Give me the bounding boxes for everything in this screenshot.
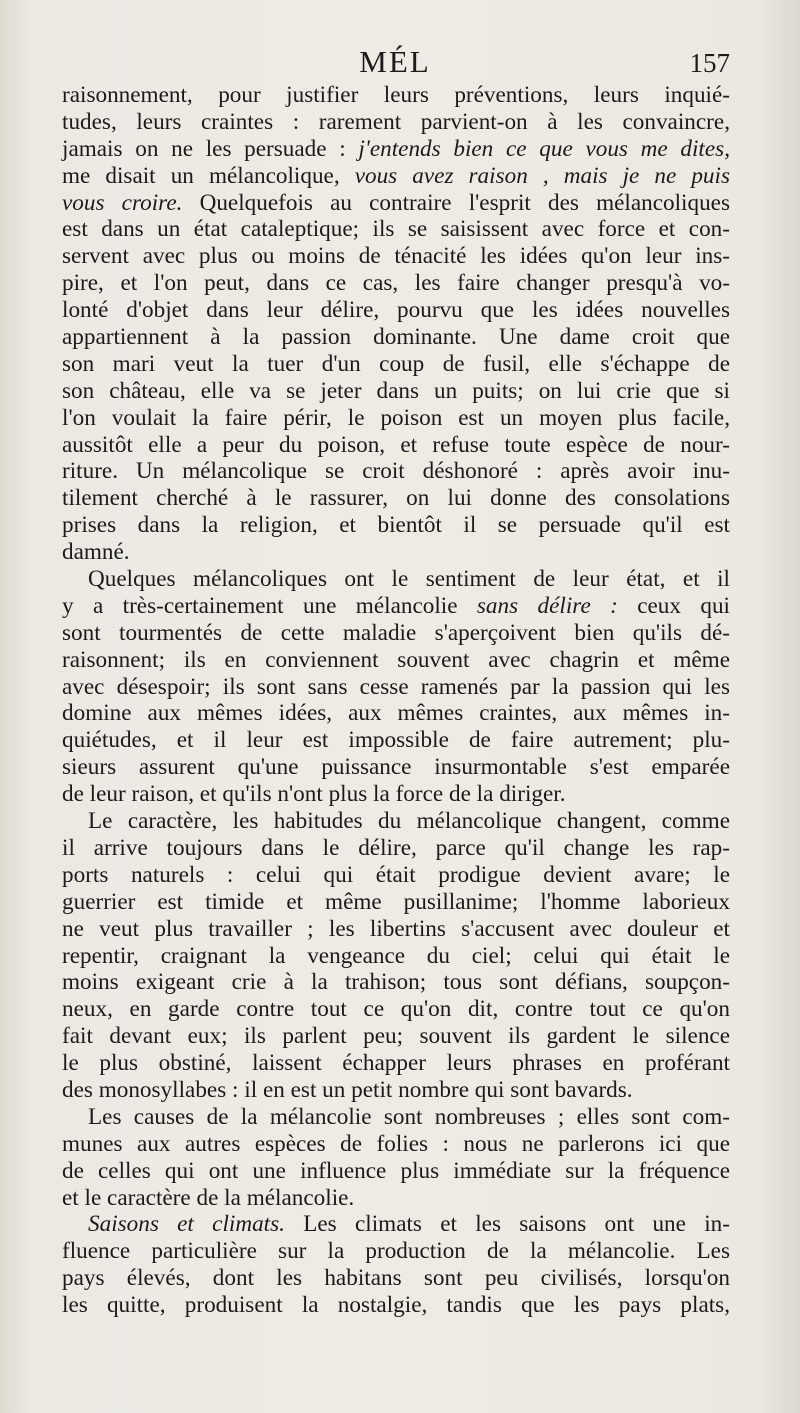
line-text: damné. xyxy=(62,539,130,566)
line-text: Quelques mélancoliques ont le sentiment de leur état, et il xyxy=(88,566,730,593)
text-line xyxy=(62,512,730,539)
line-text: fluence particulière sur la production de la mélancolie. Les xyxy=(62,1238,730,1265)
text-line xyxy=(62,700,730,727)
text-line xyxy=(62,1050,730,1077)
text-line xyxy=(62,1265,730,1292)
line-text: raisonnement, pour justifier leurs préventions, leurs inquié- xyxy=(62,82,730,108)
line-text: munes aux autres espèces de folies : nous ne parlerons ici que xyxy=(62,1130,730,1157)
text-line xyxy=(62,727,730,754)
line-text: riture. Un mélancolique se croit déshonoré : après avoir inu- xyxy=(62,458,730,485)
line-text: les quitte, produisent la nostalgie, tandis que les pays plats, xyxy=(62,1292,730,1319)
text-line xyxy=(62,1077,730,1104)
text-line xyxy=(62,458,730,485)
text-line xyxy=(62,620,730,647)
text-line xyxy=(62,996,730,1023)
line-text: repentir, craignant la vengeance du ciel; celui qui était le xyxy=(62,942,730,969)
text-line xyxy=(62,109,730,136)
text-line xyxy=(62,969,730,996)
text-line xyxy=(62,1238,730,1265)
text-line xyxy=(62,943,730,970)
text-line xyxy=(62,243,730,270)
italic-text: sans délire : xyxy=(476,592,618,619)
line-text: lonté d'objet dans leur délire, pourvu que les idées nouvelles xyxy=(62,297,730,324)
text-line xyxy=(62,1292,730,1319)
italic-text: j'entends bien ce que vous me dites, xyxy=(358,135,730,162)
text-line xyxy=(62,862,730,889)
line-text: et le caractère de la mélancolie. xyxy=(62,1184,355,1211)
line-text: pire, et l'on peut, dans ce cas, les faire changer presqu'à vo- xyxy=(62,270,730,297)
text-line xyxy=(62,593,730,620)
text-line xyxy=(62,190,730,217)
line-text: des monosyllabes : il en est un petit nombre qui sont bavards. xyxy=(62,1076,633,1103)
line-text: il arrive toujours dans le délire, parce qu'il change les rap- xyxy=(62,834,730,861)
line-text: sieurs assurent qu'une puissance insurmontable s'est emparée xyxy=(62,754,730,781)
line-text: guerrier est timide et même pusillanime; l'homme laborieux xyxy=(62,888,730,915)
text-line xyxy=(62,136,730,163)
text-line xyxy=(62,889,730,916)
line-text: son château, elle va se jeter dans un puits; on lui crie que si xyxy=(62,377,730,404)
text-line xyxy=(62,485,730,512)
body-text xyxy=(62,82,730,1319)
page-number: 157 xyxy=(689,48,730,78)
line-text: le plus obstiné, laissent échapper leurs phrases en proférant xyxy=(62,1050,730,1077)
text-line xyxy=(62,1158,730,1185)
text-line xyxy=(62,351,730,378)
text-line xyxy=(62,754,730,781)
line-text: raisonnent; ils en conviennent souvent avec chagrin et même xyxy=(62,646,730,673)
line-text: servent avec plus ou moins de ténacité les idées qu'on leur ins- xyxy=(62,243,730,270)
line-text: domine aux mêmes idées, aux mêmes craintes, aux mêmes in- xyxy=(62,700,730,727)
text-line xyxy=(62,781,730,808)
line-text: pays élevés, dont les habitans sont peu civilisés, lorsqu'on xyxy=(62,1265,730,1292)
text-line xyxy=(62,647,730,674)
running-head: MÉL xyxy=(359,44,431,79)
line-text: neux, en garde contre tout ce qu'on dit, contre tout ce qu'on xyxy=(62,996,730,1023)
italic-text: vous croire. xyxy=(62,189,183,216)
line-text: ports naturels : celui qui était prodigue devient avare; le xyxy=(62,861,730,888)
text-line xyxy=(62,1211,730,1238)
line-text: jamais on ne les persuade : xyxy=(62,135,359,162)
text-line xyxy=(62,808,730,835)
italic-text: vous avez raison , mais je ne puis xyxy=(354,162,730,189)
line-text: sont tourmentés de cette maladie s'aperçoivent bien qu'ils dé- xyxy=(62,619,730,646)
text-line xyxy=(62,216,730,243)
line-text: de leur raison, et qu'ils n'ont plus la force de la diriger. xyxy=(62,781,566,808)
text-line xyxy=(62,405,730,432)
line-text: Le caractère, les habitudes du mélancolique changent, comme xyxy=(88,808,730,835)
line-text: ceux qui xyxy=(617,592,730,619)
line-text: est dans un état cataleptique; ils se saisissent avec force et con- xyxy=(62,216,730,243)
line-text: l'on voulait la faire périr, le poison est un moyen plus facile, xyxy=(62,404,730,431)
line-text: aussitôt elle a peur du poison, et refuse toute espèce de nour- xyxy=(62,431,730,458)
line-text: quiétudes, et il leur est impossible de faire autrement; plu- xyxy=(62,727,730,754)
text-line xyxy=(62,163,730,190)
line-text: prises dans la religion, et bientôt il se persuade qu'il est xyxy=(62,512,730,539)
page-header xyxy=(60,44,730,84)
text-line xyxy=(62,1131,730,1158)
line-text: Les causes de la mélancolie sont nombreuses ; elles sont com- xyxy=(88,1103,730,1130)
line-text: ne veut plus travailler ; les libertins s'accusent avec douleur et xyxy=(62,915,730,942)
line-text: tilement cherché à le rassurer, on lui donne des consolations xyxy=(62,485,730,512)
text-line xyxy=(62,270,730,297)
text-line xyxy=(62,1104,730,1131)
text-line xyxy=(62,916,730,943)
text-line xyxy=(62,378,730,405)
line-text: y a très-certainement une mélancolie xyxy=(62,592,477,619)
text-line xyxy=(62,539,730,566)
text-line xyxy=(62,1185,730,1212)
line-text: avec désespoir; ils sont sans cesse ramenés par la passion qui les xyxy=(62,673,730,700)
text-line xyxy=(62,674,730,701)
italic-text: Saisons et climats. xyxy=(88,1211,285,1238)
line-text: moins exigeant crie à la trahison; tous sont défians, soupçon- xyxy=(62,969,730,996)
line-text: me disait un mélancolique, xyxy=(62,162,355,189)
text-line xyxy=(62,82,730,109)
text-line xyxy=(62,324,730,351)
line-text: de celles qui ont une influence plus immédiate sur la fréquence xyxy=(62,1157,730,1184)
line-text: tudes, leurs craintes : rarement parvient-on à les convaincre, xyxy=(62,108,730,135)
line-text: fait devant eux; ils parlent peu; souvent ils gardent le silence xyxy=(62,1023,730,1050)
text-line xyxy=(62,1023,730,1050)
text-line xyxy=(62,432,730,459)
line-text: son mari veut la tuer d'un coup de fusil, elle s'échappe de xyxy=(62,350,730,377)
line-text: Quelquefois au contraire l'esprit des mélancoliques xyxy=(182,189,730,216)
text-line xyxy=(62,566,730,593)
line-text: Les climats et les saisons ont une in- xyxy=(284,1211,730,1238)
text-line xyxy=(62,835,730,862)
text-line xyxy=(62,297,730,324)
line-text: appartiennent à la passion dominante. Une dame croit que xyxy=(62,324,730,351)
